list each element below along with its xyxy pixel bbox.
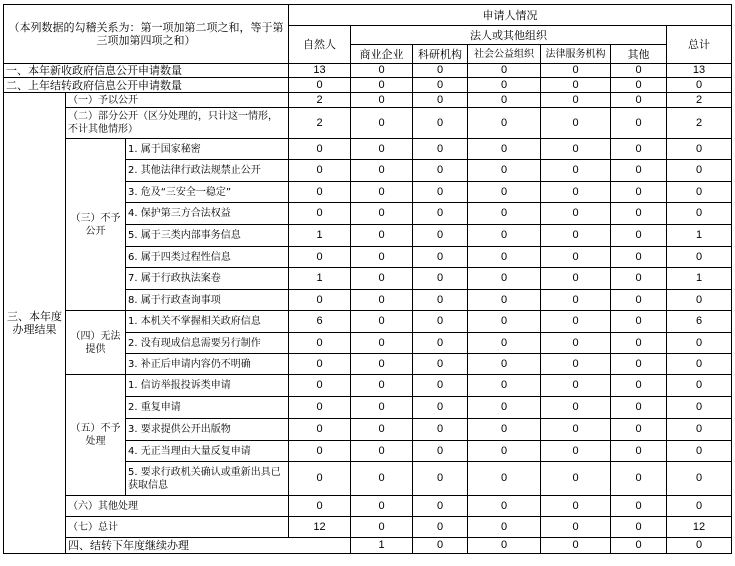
cell: 1 (667, 225, 732, 247)
cell: 0 (541, 517, 611, 538)
cell: 0 (667, 333, 732, 354)
cell: 0 (667, 496, 732, 517)
cell: 2 (667, 93, 732, 108)
cell: 0 (611, 538, 667, 554)
cell: 0 (468, 64, 541, 78)
cell: 12 (667, 517, 732, 538)
cell: 0 (289, 290, 351, 311)
cell: 0 (541, 290, 611, 311)
natural-person-header: 自然人 (289, 26, 351, 64)
cell: 0 (541, 182, 611, 203)
cell: 0 (541, 538, 611, 554)
cell: 0 (541, 441, 611, 462)
cell: 0 (289, 182, 351, 203)
row-label: 3. 要求提供公开出版物 (126, 419, 289, 441)
cell: 0 (541, 419, 611, 441)
cell: 0 (667, 397, 732, 419)
cell: 0 (611, 64, 667, 78)
cell: 0 (413, 64, 468, 78)
cell: 0 (667, 78, 732, 93)
cell: 1 (289, 225, 351, 247)
cell: 0 (468, 139, 541, 160)
cell: 0 (468, 182, 541, 203)
row-label: 3. 危及“三安全一稳定” (126, 182, 289, 203)
cell: 0 (667, 354, 732, 375)
cell: 6 (289, 311, 351, 333)
cell: 0 (289, 247, 351, 268)
cell: 0 (541, 397, 611, 419)
cell: 0 (611, 375, 667, 397)
cell: 0 (413, 496, 468, 517)
row-label: 4. 无正当理由大量反复申请 (126, 441, 289, 462)
cell: 0 (468, 160, 541, 182)
cell: 0 (611, 160, 667, 182)
cell: 0 (541, 78, 611, 93)
row-label: 二、上年结转政府信息公开申请数量 (4, 78, 289, 93)
cell: 0 (468, 290, 541, 311)
cell: 0 (468, 203, 541, 225)
cell: 0 (351, 517, 413, 538)
cell: 0 (289, 419, 351, 441)
cell: 0 (611, 517, 667, 538)
cell: 0 (289, 397, 351, 419)
cell: 0 (611, 441, 667, 462)
cell: 0 (351, 108, 413, 139)
cell: 0 (351, 354, 413, 375)
cell: 0 (667, 462, 732, 496)
other-header: 其他 (611, 45, 667, 64)
relationship-note: （本列数据的勾稽关系为：第一项加第二项之和，等于第三项加第四项之和） (4, 5, 289, 64)
row-label: 一、本年新收政府信息公开申请数量 (4, 64, 289, 78)
cell: 1 (351, 538, 413, 554)
cell: 0 (611, 225, 667, 247)
cell: 0 (541, 203, 611, 225)
cell: 0 (468, 93, 541, 108)
row-label: 5. 要求行政机关确认或重新出具已获取信息 (126, 462, 289, 496)
cell: 0 (468, 333, 541, 354)
cell: 0 (667, 160, 732, 182)
cell: 0 (667, 538, 732, 554)
row-label: 1. 信访举报投诉类申请 (126, 375, 289, 397)
cell: 0 (611, 268, 667, 290)
cell: 0 (611, 354, 667, 375)
cell: 1 (289, 268, 351, 290)
table-row (4, 311, 732, 333)
cell: 0 (289, 160, 351, 182)
row-label: 2. 没有现成信息需要另行制作 (126, 333, 289, 354)
cell: 0 (289, 462, 351, 496)
table-row (4, 517, 732, 538)
cell: 0 (351, 419, 413, 441)
cell: 0 (541, 64, 611, 78)
cell: 0 (351, 64, 413, 78)
cell: 0 (468, 517, 541, 538)
cell: 0 (541, 108, 611, 139)
table-row (4, 64, 732, 78)
cell: 0 (413, 311, 468, 333)
cell: 2 (289, 108, 351, 139)
cell: 0 (413, 441, 468, 462)
cell: 0 (667, 139, 732, 160)
table-row (4, 108, 732, 139)
applicant-situation-header: 申请人情况 (289, 5, 732, 26)
cell: 0 (541, 225, 611, 247)
cell: 0 (468, 441, 541, 462)
cell: 12 (289, 517, 351, 538)
table-row (4, 496, 732, 517)
cell: 0 (611, 203, 667, 225)
not-processed-label: （五）不予处理 (66, 375, 126, 496)
row-label: 2. 其他法律行政法规禁止公开 (126, 160, 289, 182)
cell: 0 (413, 139, 468, 160)
cell: 0 (413, 108, 468, 139)
cell: 0 (468, 268, 541, 290)
cell: 0 (541, 268, 611, 290)
cell: 0 (413, 160, 468, 182)
cell: 0 (468, 354, 541, 375)
cell: 0 (611, 311, 667, 333)
cell: 0 (611, 247, 667, 268)
table-row (4, 93, 732, 108)
cell: 0 (351, 247, 413, 268)
cell: 0 (413, 268, 468, 290)
gov-info-disclosure-table (3, 4, 732, 554)
cell: 0 (611, 108, 667, 139)
cell: 0 (289, 203, 351, 225)
table-row (4, 139, 732, 160)
research-institution-header: 科研机构 (413, 45, 468, 64)
cell: 0 (413, 397, 468, 419)
cell: 0 (667, 375, 732, 397)
cell: 0 (541, 333, 611, 354)
commercial-enterprise-header: 商业企业 (351, 45, 413, 64)
table-row (4, 538, 732, 554)
table-row (4, 78, 732, 93)
row-label: 四、结转下年度继续办理 (66, 538, 351, 554)
cell: 0 (611, 139, 667, 160)
cell: 0 (611, 93, 667, 108)
cell: 0 (351, 160, 413, 182)
cell: 0 (413, 182, 468, 203)
cell: 2 (667, 108, 732, 139)
cell: 0 (289, 441, 351, 462)
cell: 0 (413, 462, 468, 496)
row-label: 1. 属于国家秘密 (126, 139, 289, 160)
cell: 0 (289, 375, 351, 397)
row-label: （一）予以公开 (66, 93, 289, 108)
cell: 0 (351, 441, 413, 462)
cell: 0 (468, 419, 541, 441)
cell: 0 (413, 93, 468, 108)
cell: 0 (541, 139, 611, 160)
public-welfare-org-header: 社会公益组织 (468, 45, 541, 64)
cell: 0 (413, 78, 468, 93)
cell: 0 (468, 538, 541, 554)
cell: 0 (667, 182, 732, 203)
cell: 0 (351, 225, 413, 247)
cell: 13 (667, 64, 732, 78)
cell: 0 (289, 333, 351, 354)
cell: 0 (611, 462, 667, 496)
row-label: （二）部分公开（区分处理的，只计这一情形，不计其他情形） (66, 108, 289, 139)
cell: 0 (351, 182, 413, 203)
cell: 0 (541, 496, 611, 517)
row-label: 2. 重复申请 (126, 397, 289, 419)
cell: 0 (413, 290, 468, 311)
cell: 0 (611, 182, 667, 203)
legal-service-org-header: 法律服务机构 (541, 45, 611, 64)
cell: 0 (541, 462, 611, 496)
cell: 0 (413, 538, 468, 554)
cell: 0 (413, 517, 468, 538)
row-label: 7. 属于行政执法案卷 (126, 268, 289, 290)
cell: 0 (289, 496, 351, 517)
cell: 0 (468, 397, 541, 419)
row-label: 5. 属于三类内部事务信息 (126, 225, 289, 247)
row-label: 8. 属于行政查询事项 (126, 290, 289, 311)
cell: 0 (611, 333, 667, 354)
cell: 0 (468, 78, 541, 93)
cell: 0 (468, 247, 541, 268)
cell: 0 (351, 139, 413, 160)
cell: 0 (667, 441, 732, 462)
cell: 0 (351, 290, 413, 311)
cell: 0 (351, 397, 413, 419)
cell: 0 (468, 496, 541, 517)
cell: 13 (289, 64, 351, 78)
cell: 0 (289, 139, 351, 160)
cell: 0 (351, 78, 413, 93)
cell: 0 (611, 78, 667, 93)
cell: 0 (289, 354, 351, 375)
cell: 0 (667, 203, 732, 225)
cell: 0 (351, 268, 413, 290)
cell: 1 (667, 268, 732, 290)
cell: 0 (413, 333, 468, 354)
cell: 0 (351, 203, 413, 225)
cell: 0 (413, 419, 468, 441)
cell: 0 (611, 496, 667, 517)
cell: 0 (611, 290, 667, 311)
cell: 0 (541, 311, 611, 333)
cell: 0 (541, 160, 611, 182)
unable-to-provide-label: （四）无法提供 (66, 311, 126, 375)
row-label: （七）总计 (66, 517, 289, 538)
row-label: （六）其他处理 (66, 496, 289, 517)
cell: 0 (468, 311, 541, 333)
cell: 0 (468, 375, 541, 397)
cell: 0 (541, 375, 611, 397)
cell: 0 (541, 93, 611, 108)
cell: 0 (413, 247, 468, 268)
section3-label: 三、本年度办理结果 (4, 93, 66, 554)
cell: 0 (541, 247, 611, 268)
table-row (4, 375, 732, 397)
cell: 0 (351, 496, 413, 517)
cell: 0 (611, 419, 667, 441)
cell: 0 (468, 462, 541, 496)
cell: 0 (468, 108, 541, 139)
cell: 0 (289, 78, 351, 93)
cell: 0 (351, 93, 413, 108)
cell: 0 (541, 354, 611, 375)
cell: 6 (667, 311, 732, 333)
cell: 0 (351, 311, 413, 333)
cell: 0 (667, 290, 732, 311)
cell: 0 (468, 225, 541, 247)
legal-or-other-header: 法人或其他组织 (351, 26, 667, 45)
cell: 0 (351, 462, 413, 496)
cell: 0 (611, 397, 667, 419)
cell: 0 (413, 354, 468, 375)
cell: 0 (667, 247, 732, 268)
not-disclosed-label: （三）不予公开 (66, 139, 126, 311)
cell: 0 (351, 375, 413, 397)
cell: 0 (413, 375, 468, 397)
cell: 0 (413, 225, 468, 247)
cell: 0 (351, 333, 413, 354)
total-header: 总计 (667, 26, 732, 64)
row-label: 4. 保护第三方合法权益 (126, 203, 289, 225)
row-label: 6. 属于四类过程性信息 (126, 247, 289, 268)
cell: 0 (667, 419, 732, 441)
row-label: 3. 补正后申请内容仍不明确 (126, 354, 289, 375)
cell: 2 (289, 93, 351, 108)
cell: 0 (413, 203, 468, 225)
row-label: 1. 本机关不掌握相关政府信息 (126, 311, 289, 333)
